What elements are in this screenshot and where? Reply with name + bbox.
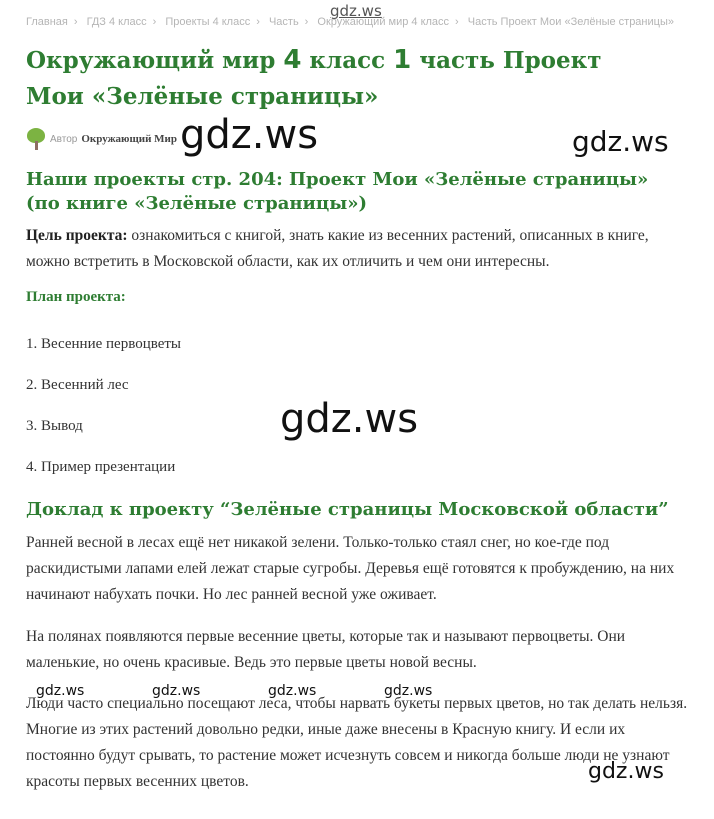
breadcrumb-item-projects[interactable]: Проекты 4 класс <box>165 16 251 28</box>
goal-text: ознакомиться с книгой, знать какие из весенних растений, описанных в книге, можно встретить в Московской области, как их отличить и чем они интересны. <box>26 227 649 270</box>
report-paragraph: Люди часто специально посещают леса, чтобы нарвать букеты первых цветов, но так делать нельзя. Многие из этих растений довольно редки, иные даже внесены в Красную книгу. И если их постоянно будут срывать, то растение может исчезнуть совсем и никогда больше люди не узнают красоты первых весенних цветов. <box>26 695 688 790</box>
section-heading-report: Доклад к проекту “Зелёные страницы Московской области” <box>26 499 669 520</box>
author-line <box>26 127 177 151</box>
report-paragraph: Ранней весной в лесах ещё нет никакой зелени. Только-только стаял снег, но кое-где под раскидистыми лапами елей лежат старые сугробы. Деревья ещё готовятся к пробуждению, на них начинают набухать почки. Но лес ранней весной уже оживает. <box>26 534 675 603</box>
plan-title: План проекта: <box>26 289 126 305</box>
breadcrumb-item-gdz[interactable]: ГДЗ 4 класс <box>86 16 147 28</box>
breadcrumb-item-subject[interactable]: Окружающий мир 4 класс <box>317 16 450 28</box>
goal-label: Цель проекта: <box>26 227 128 244</box>
report-paragraph: На полянах появляются первые весенние цветы, которые так и называют первоцветы. Они маленькие, но очень красивые. Ведь это первые цветы новой весны. <box>26 628 626 671</box>
project-goal <box>26 223 692 275</box>
section-heading-projects: Наши проекты стр. 204: Проект Мои «Зелёные страницы» (по книге «Зелёные страницы») <box>26 169 649 214</box>
site-logo-link[interactable]: gdz.ws <box>330 2 382 20</box>
breadcrumb-item-current: Часть Проект Мои «Зелёные страницы» <box>467 16 674 28</box>
watermark-text: gdz.ws <box>384 683 433 699</box>
watermark-text: gdz.ws <box>180 112 319 158</box>
tree-icon <box>26 128 46 150</box>
plan-item: 3. Вывод <box>26 418 83 434</box>
plan-item: 2. Весенний лес <box>26 377 129 393</box>
author-name[interactable]: Окружающий Мир <box>81 133 178 145</box>
author-label: Автор <box>50 133 78 145</box>
watermark-text: gdz.ws <box>36 683 85 699</box>
watermark-text: gdz.ws <box>588 759 664 784</box>
breadcrumb-item-part[interactable]: Часть <box>268 16 299 28</box>
watermark-text: gdz.ws <box>280 396 419 442</box>
plan-item: 1. Весенние первоцветы <box>26 336 182 352</box>
breadcrumb: Главная › ГДЗ 4 класс › Проекты 4 класс › Часть › Окружающий мир 4 класс › Часть Проект Мои «Зелёные страницы» <box>26 16 674 28</box>
page-title: Окружающий мир 4 класс 1 часть Проект Мои «Зелёные страницы» <box>26 45 602 110</box>
watermark-text: gdz.ws <box>152 683 201 699</box>
watermark-text: gdz.ws <box>572 125 669 158</box>
breadcrumb-item-home[interactable]: Главная <box>26 16 68 28</box>
watermark-text: gdz.ws <box>268 683 317 699</box>
plan-item: 4. Пример презентации <box>26 459 176 475</box>
